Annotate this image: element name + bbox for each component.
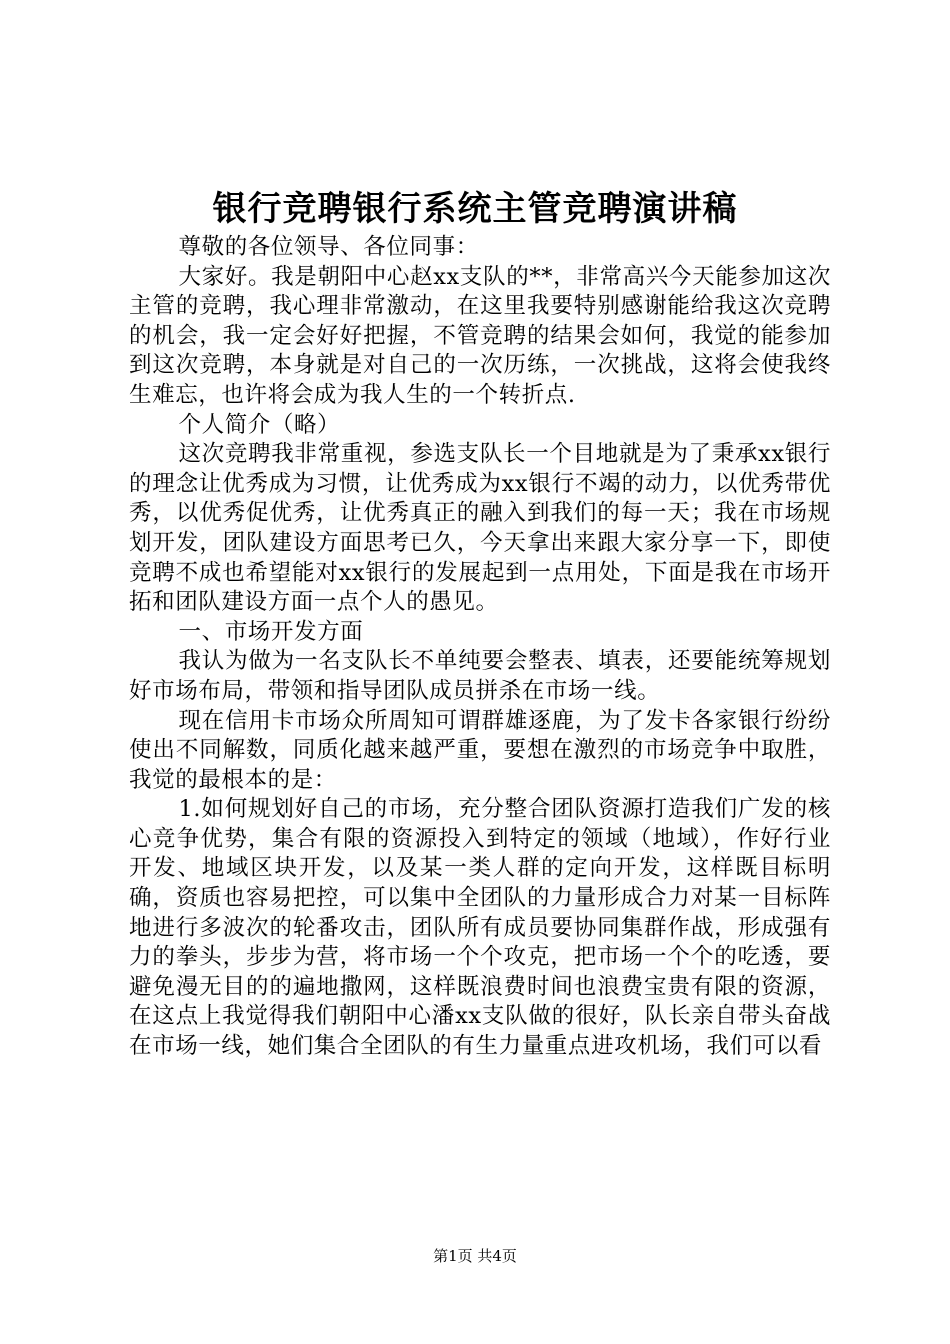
section-heading-market: 一、市场开发方面 xyxy=(178,618,364,645)
paragraph-role: 我认为做为一名支队长不单纯要会整表、填表，还要能统筹规划好市场布局，带领和指导团队成员拼杀在市场一线。 xyxy=(129,648,831,704)
page-total: 共4页 xyxy=(477,1247,517,1265)
document-title: 银行竞聘银行系统主管竞聘演讲稿 xyxy=(212,189,738,229)
paragraph-bio: 个人简介（略） xyxy=(178,411,341,438)
page-footer xyxy=(0,1246,950,1266)
paragraph-salutation: 尊敬的各位领导、各位同事： xyxy=(178,234,479,260)
paragraph-market-status: 现在信用卡市场众所周知可谓群雄逐鹿，为了发卡各家银行纷纷使出不同解数，同质化越来越严重，要想在激烈的市场竞争中取胜，我觉的最根本的是： xyxy=(129,707,831,793)
paragraph-point-1: 1.如何规划好自己的市场，充分整合团队资源打造我们广发的核心竞争优势，集合有限的资源投入到特定的领域（地域），作好行业开发、地域区块开发，以及某一类人群的定向开发，这样既目标明确，资质也容易把控，可以集中全团队的力量形成合力对某一目标阵地进行多波次的轮番攻击，团队所有成员要协同集群作战，形成强有力的拳头，步步为营，将市场一个个攻克，把市场一个个的吃透，要避免漫无目的的遍地撒网，这样既浪费时间也浪费宝贵有限的资源，在这点上我觉得我们朝阳中心潘xx支队做的很好，队长亲自带头奋战在市场一线，她们集合全团队的有生力量重点进攻机场，我们可以看 xyxy=(129,796,831,1060)
paragraph-greeting: 大家好。我是朝阳中心赵xx支队的**，非常高兴今天能参加这次主管的竞聘，我心理非常激动，在这里我要特别感谢能给我这次竞聘的机会，我一定会好好把握，不管竞聘的结果会如何，我觉的能参加到这次竞聘，本身就是对自己的一次历练，一次挑战，这将会使我终生难忘，也许将会成为我人生的一个转折点. xyxy=(129,263,831,408)
document-body xyxy=(129,233,831,1062)
page-number: 第1页 xyxy=(433,1247,473,1265)
paragraph-motivation: 这次竞聘我非常重视，参选支队长一个目地就是为了秉承xx银行的理念让优秀成为习惯，让优秀成为xx银行不竭的动力，以优秀带优秀，以优秀促优秀，让优秀真正的融入到我们的每一天；我在市场规划开发，团队建设方面思考已久，今天拿出来跟大家分享一下，即使竞聘不成也希望能对xx银行的发展起到一点用处，下面是我在市场开拓和团队建设方面一点个人的愚见。 xyxy=(129,441,831,616)
